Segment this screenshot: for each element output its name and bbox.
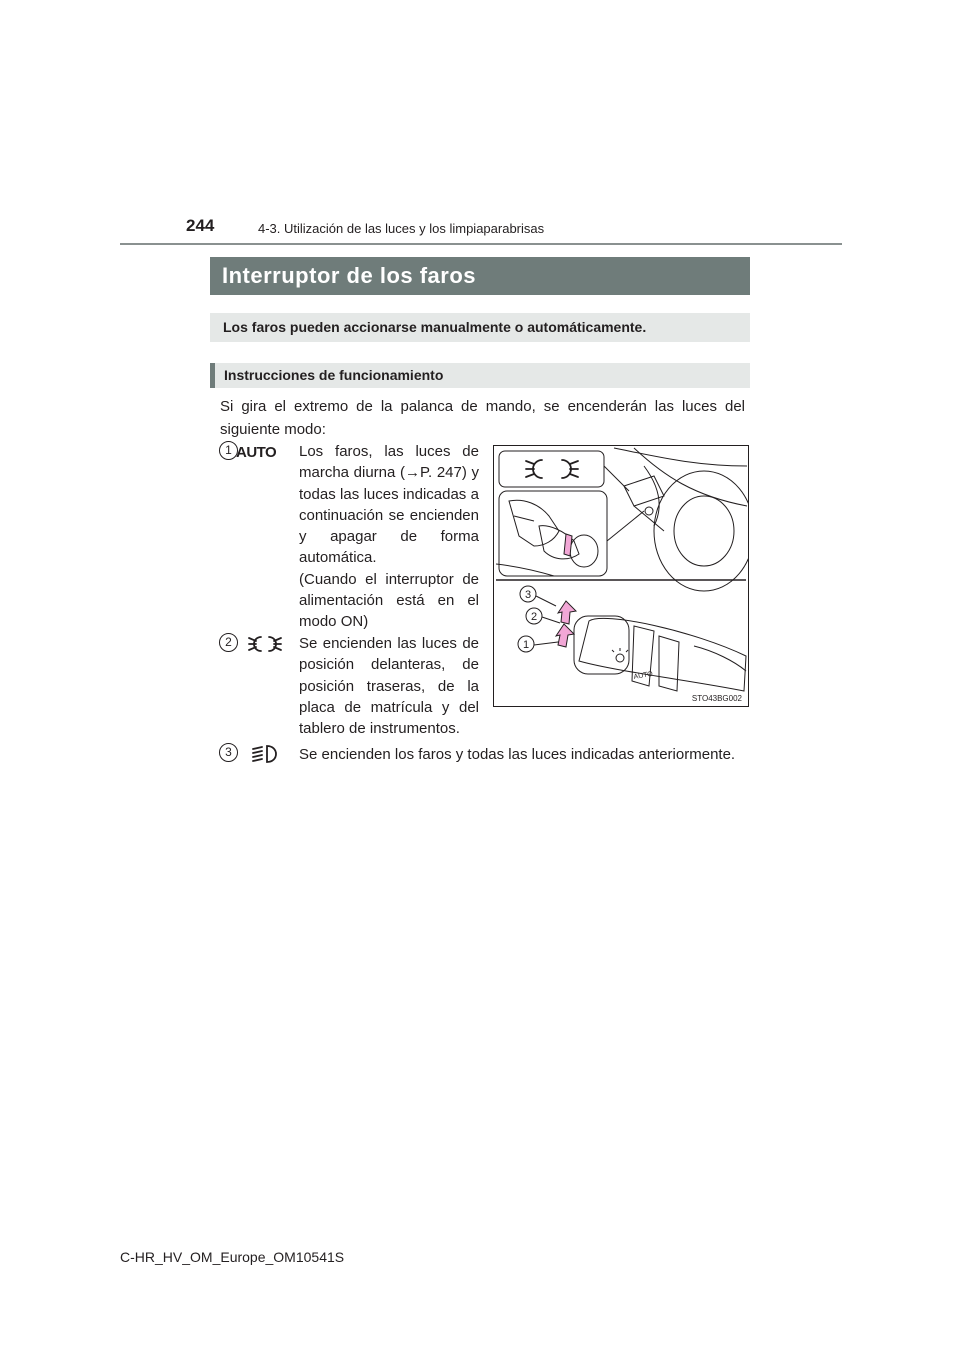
item-1-number: 1: [219, 441, 238, 460]
section-heading: 4-3. Utilización de las luces y los limpiaparabrisas: [258, 221, 545, 236]
item-2-text: Se encienden las luces de posición delanteras, de posición traseras, de la placa de matrícula y del tablero de instrumentos.: [299, 635, 479, 738]
page-title: Interruptor de los faros: [210, 257, 750, 295]
item-1-description: [299, 441, 479, 633]
figure-code: STO43BG002: [691, 694, 742, 703]
page-number: 244: [186, 216, 215, 235]
header-rule: [120, 243, 842, 245]
callout-1: 1: [522, 639, 530, 651]
headlight-icon: [249, 743, 283, 770]
side-lights-icon: [247, 633, 283, 660]
item-1-text: Los faros, las luces de marcha diurna (→P. 247) y todas las luces indicadas a continuación se encienden y apagar de forma automática.: [299, 443, 479, 567]
callout-3: 3: [524, 589, 532, 601]
illustration-drawing: [494, 446, 748, 706]
item-1-note: (Cuando el interruptor de alimentación está en el modo ON): [299, 570, 479, 631]
footer-doc-id: C-HR_HV_OM_Europe_OM10541S: [120, 1249, 345, 1265]
item-2-number: 2: [219, 633, 238, 652]
item-3-number: 3: [219, 743, 238, 762]
subsection-heading: Instrucciones de funcionamiento: [210, 363, 750, 388]
headlight-switch-illustration: [493, 445, 749, 707]
summary-box: Los faros pueden accionarse manualmente o automáticamente.: [210, 313, 750, 342]
auto-icon: AUTO: [236, 444, 277, 461]
intro-paragraph: Si gira el extremo de la palanca de mando, se encenderán las luces del siguiente modo:: [220, 398, 745, 438]
callout-2: 2: [530, 611, 538, 623]
switch-auto-label: AUTO: [633, 670, 654, 681]
item-3-text: Se encienden los faros y todas las luces indicadas anteriormente.: [299, 746, 736, 763]
